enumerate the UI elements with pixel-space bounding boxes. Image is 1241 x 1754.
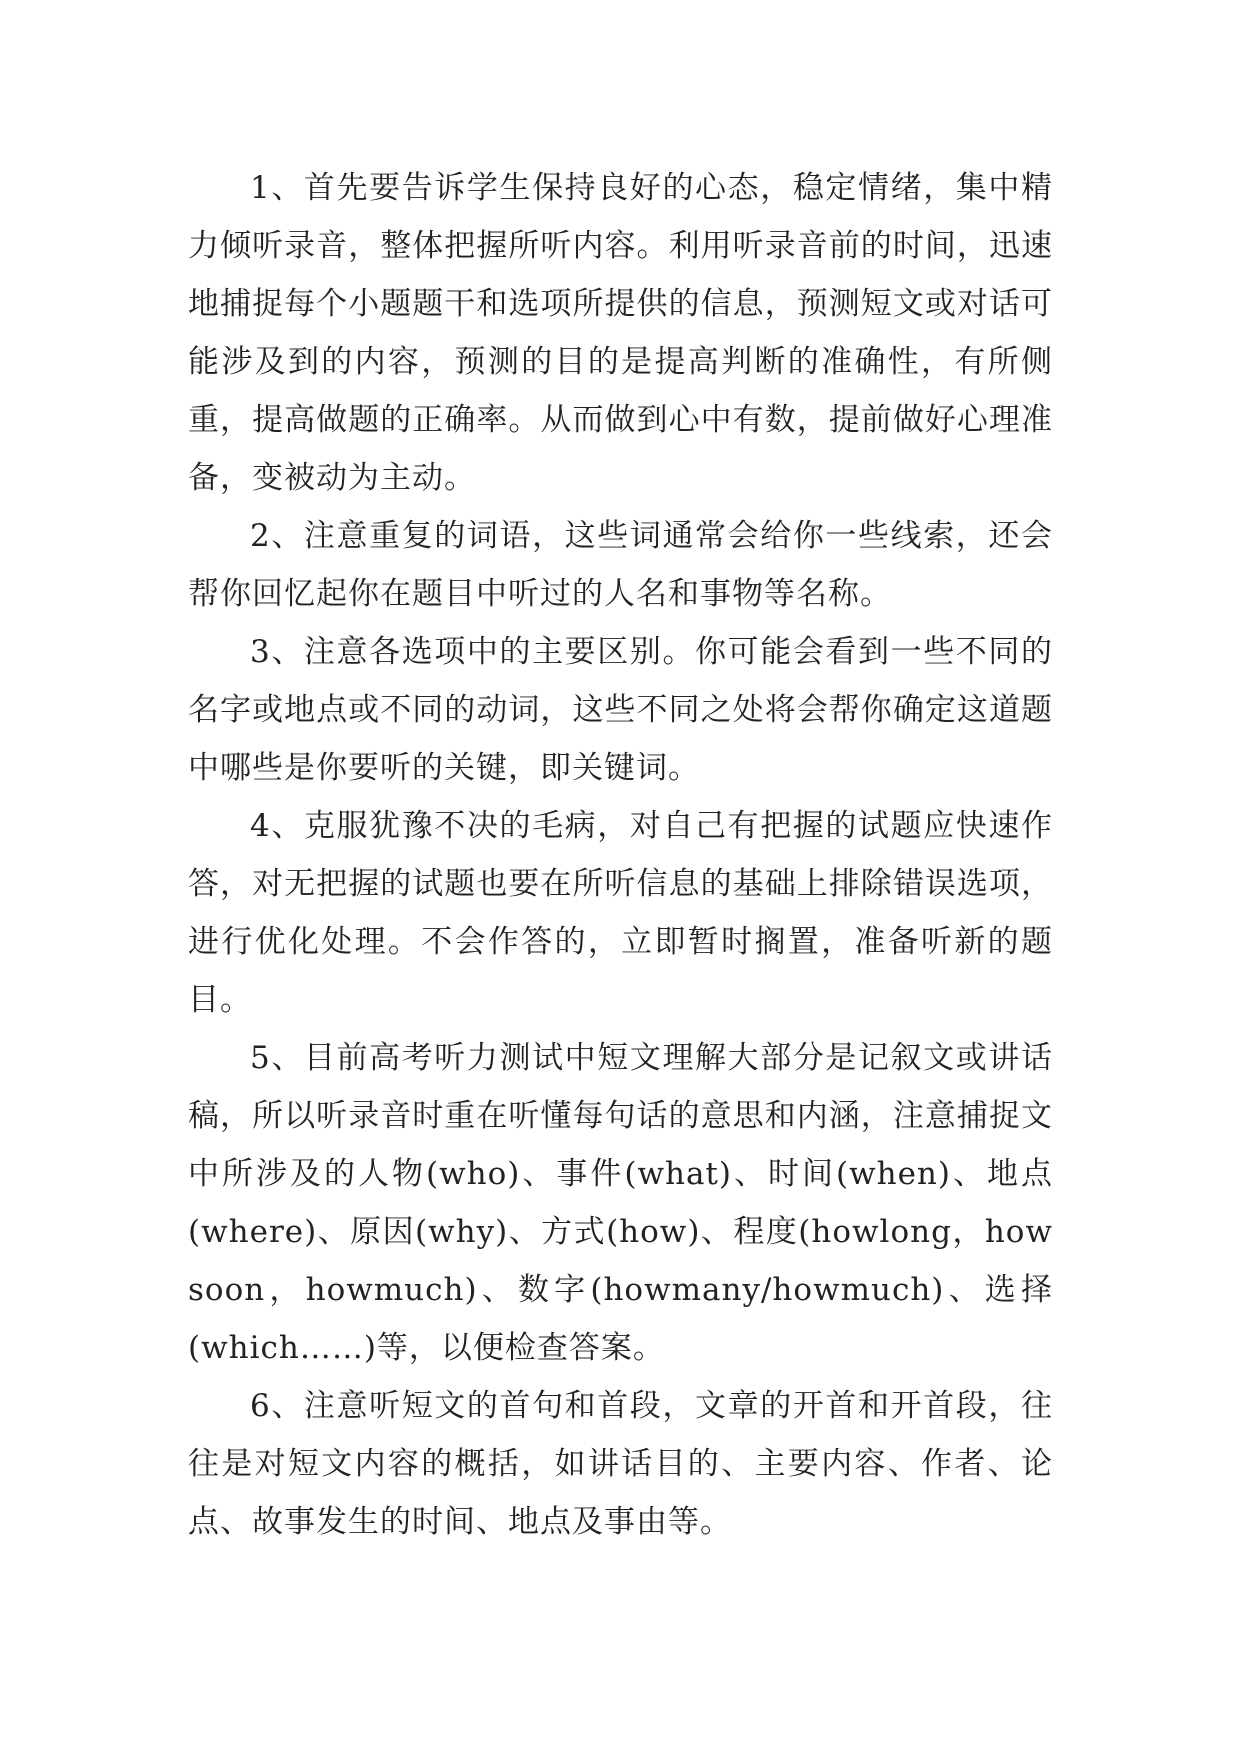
- paragraph-2: 2、注意重复的词语，这些词通常会给你一些线索，还会帮你回忆起你在题目中听过的人名和事物等名称。: [188, 518, 1053, 612]
- paragraph-4: 4、克服犹豫不决的毛病，对自己有把握的试题应快速作答，对无把握的试题也要在所听信息的基础上排除错误选项，进行优化处理。不会作答的，立即暂时搁置，准备听新的题目。: [188, 808, 1053, 1018]
- document-body: [188, 159, 1053, 1551]
- paragraph-6: 6、注意听短文的首句和首段，文章的开首和开首段，往往是对短文内容的概括，如讲话目的、主要内容、作者、论点、故事发生的时间、地点及事由等。: [188, 1388, 1053, 1540]
- paragraph-1: 1、首先要告诉学生保持良好的心态，稳定情绪，集中精力倾听录音，整体把握所听内容。利用听录音前的时间，迅速地捕捉每个小题题干和选项所提供的信息，预测短文或对话可能涉及到的内容，预测的目的是提高判断的准确性，有所侧重，提高做题的正确率。从而做到心中有数，提前做好心理准备，变被动为主动。: [188, 170, 1053, 496]
- paragraph-3: 3、注意各选项中的主要区别。你可能会看到一些不同的名字或地点或不同的动词，这些不同之处将会帮你确定这道题中哪些是你要听的关键，即关键词。: [188, 634, 1053, 786]
- paragraph-5: 5、目前高考听力测试中短文理解大部分是记叙文或讲话稿，所以听录音时重在听懂每句话的意思和内涵，注意捕捉文中所涉及的人物(who)、事件(what)、时间(when)、地点(where)、原因(why)、方式(how)、程度(howlong，howsoon，howmuch)、数字(howmany/howmuch)、选择(which……)等，以便检查答案。: [188, 1040, 1053, 1366]
